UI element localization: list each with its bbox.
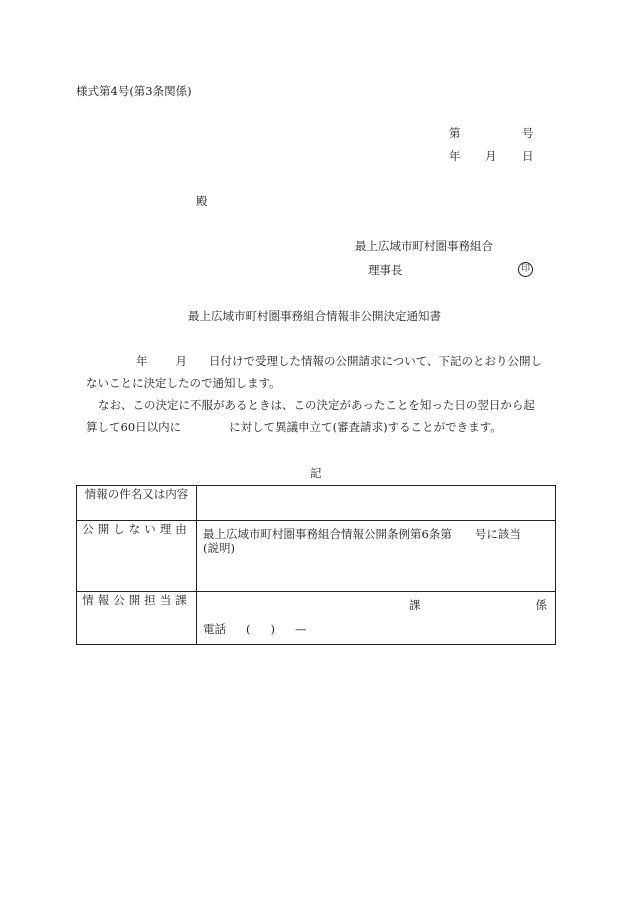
recipient-suffix: 殿 [196,194,208,208]
reason-value [197,521,555,555]
notice-line-2: ないことに決定したので通知します。 [86,376,281,390]
reason-value-cell [197,521,556,592]
telephone-dash: — [295,622,307,636]
seal-icon: 印 [518,262,533,277]
notice-month: 月 [175,354,187,368]
notice-paragraph [76,350,566,394]
telephone-close-paren: ) [270,622,275,636]
subject-value [197,486,555,492]
notice-line-1-text: 日付けで受理した情報の公開請求について、下記のとおり公開し [209,354,543,368]
ki-heading: 記 [310,466,322,480]
appeal-line-2 [76,416,566,438]
subject-value-cell [197,486,556,521]
reason-label-cell [77,521,197,592]
table-row-subject [77,486,556,521]
reason-value-line-1: 最上広域市町村圏事務組合情報公開条例第6条第 号に該当 [203,527,521,541]
reason-label: 公開しない理由 [82,522,191,536]
info-table [76,485,556,645]
date-day: 日 [522,149,534,163]
appeal-line-1: なお、この決定に不服があるときは、この決定があったことを知った日の翌日から起 [98,398,535,412]
issuer-organization: 最上広域市町村圏事務組合 [355,239,493,253]
doc-number-suffix: 号 [522,126,534,140]
department-ka: 課 [409,598,421,612]
telephone [203,622,307,636]
department-kakari: 係 [535,598,547,612]
issuer-title: 理事長 [368,263,403,277]
subject-label-cell [77,486,197,521]
appeal-line-2-a: 算して60日以内に [86,420,182,434]
appeal-line-2-b: に対して異議申立て(審査請求)することができます。 [229,420,502,434]
reason-value-line-2: (説明) [203,541,235,555]
department-value-cell [197,592,556,645]
table-row-reason [77,521,556,592]
document-title: 最上広域市町村圏事務組合情報非公開決定通知書 [188,309,441,323]
department-value [197,592,555,644]
table-row-department [77,592,556,645]
notice-line-1 [76,350,566,372]
department-label: 情報公開担当課 [82,593,191,607]
date-year: 年 [449,149,461,163]
department-label-cell [77,592,197,645]
appeal-paragraph [76,394,566,438]
form-number: 様式第4号(第3条関係) [76,84,192,98]
telephone-open-paren: ( [246,622,251,636]
date-month: 月 [485,149,497,163]
telephone-label: 電話 [203,622,226,636]
notice-year: 年 [136,354,148,368]
doc-number-prefix: 第 [449,126,461,140]
subject-label: 情報の件名又は内容 [84,487,189,501]
